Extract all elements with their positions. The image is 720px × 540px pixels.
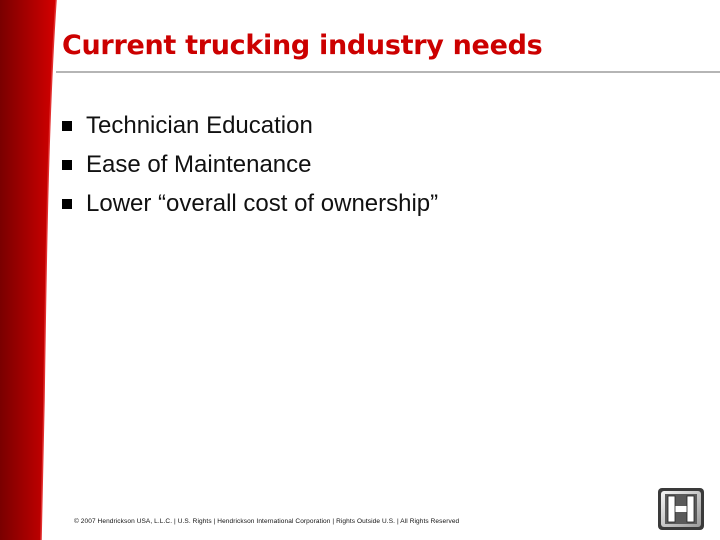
title-underline: [56, 71, 720, 73]
bullet-item-cost: [60, 184, 438, 223]
hendrickson-h-logo-icon: [656, 486, 706, 532]
copyright-footer: © 2007 Hendrickson USA, L.L.C. | U.S. Rights | Hendrickson International Corporation | Rights Outside U.S. | All Rights Reserved: [74, 518, 460, 525]
bullet-item-maintenance: [60, 145, 438, 184]
bullet-text: Lower “overall cost of ownership”: [86, 189, 439, 217]
bullet-item-education: [60, 106, 438, 145]
bullet-list: [60, 106, 438, 223]
bullet-text: Ease of Maintenance: [86, 150, 312, 178]
slide-title: Current trucking industry needs: [62, 30, 543, 61]
square-bullet-icon: [62, 160, 72, 170]
left-red-band: [0, 0, 70, 540]
square-bullet-icon: [62, 121, 72, 131]
bullet-text: Technician Education: [86, 111, 313, 139]
square-bullet-icon: [62, 199, 72, 209]
